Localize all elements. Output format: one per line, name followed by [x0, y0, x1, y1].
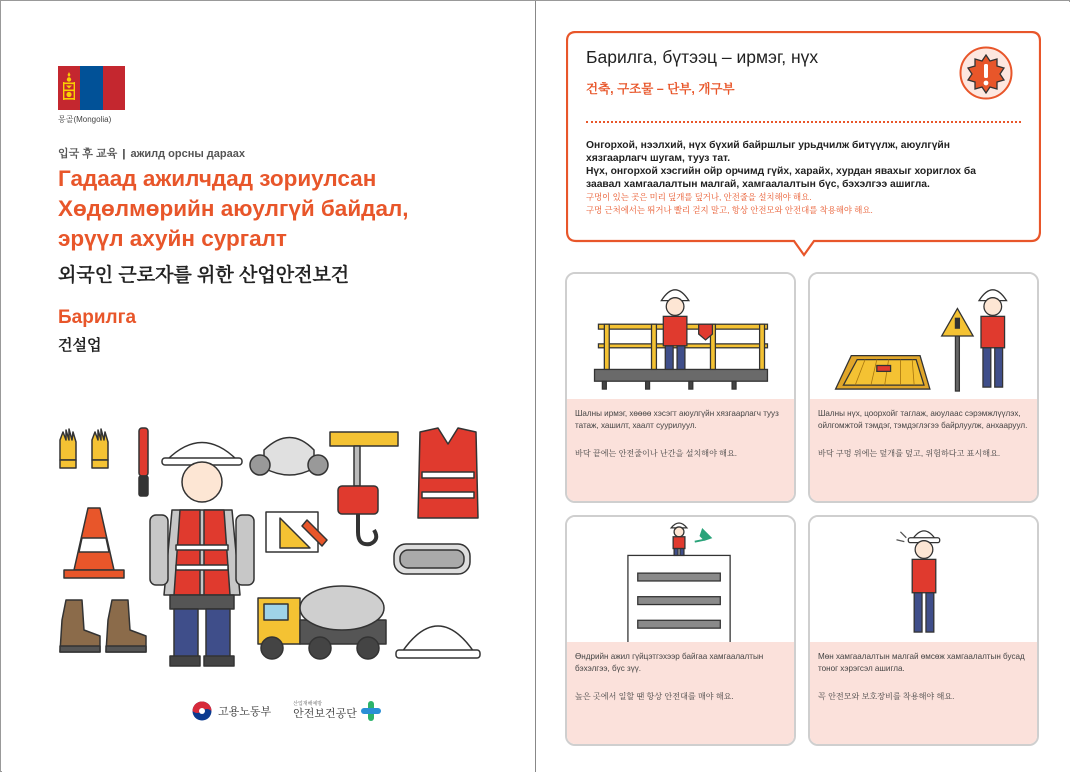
section-body: [586, 139, 1026, 217]
ministry-logo: [192, 701, 271, 721]
kosha-tagline: 산업재해예방: [293, 701, 323, 707]
instruction-card-2: [808, 272, 1039, 503]
card-text-ko: 꼭 안전모와 보호장비를 착용해야 해요.: [818, 692, 955, 701]
guardrail-illustration: [567, 274, 794, 399]
kosha-logo-icon: [361, 700, 381, 722]
kosha-name: 안전보건공단: [293, 708, 357, 720]
card-text-ko: 바닥 구멍 위에는 덮개를 덮고, 위험하다고 표시해요.: [818, 449, 1001, 458]
card-text-mn: Шалны нүх, цоорхойг таглаж, аюулаас сэрэмжлүүлэх, ойлгомжтой тэмдэг, тэмдэглэгээ байрлуулж, анхааруул.: [818, 409, 1028, 430]
sector-title-ko: 건설업: [58, 337, 102, 354]
cover-title-ko: 외국인 근로자를 위한 산업안전보건: [58, 265, 350, 286]
cover-title-line: Гадаад ажилчдад зориулсан: [58, 166, 377, 191]
card-text: [810, 642, 1037, 746]
body-mn-line: заавал хамгаалалтын малгай, хамгаалалтын бүс, бэхэлгээ ашигла.: [586, 179, 930, 190]
cover-title-line: эрүүл ахуйн сургалт: [58, 226, 287, 251]
instruction-card-3: [565, 515, 796, 746]
card-text-mn: Мөн хамгаалалтын малгай өмсөж хамгаалалтын бусад тоног хэрэгсэл ашигла.: [818, 652, 1025, 673]
cover-title-line: Хөдөлмөрийн аюулгүй байдал,: [58, 196, 409, 221]
card-text: [567, 642, 794, 746]
safety-equipment-illustration: [52, 420, 492, 670]
hole-cover-illustration: [810, 274, 1037, 399]
card-text-ko: 높은 곳에서 일할 땐 항상 안전대를 매야 해요.: [575, 692, 734, 701]
protective-gear-illustration: [810, 517, 1037, 642]
subtitle-separator: |: [122, 148, 126, 160]
flag-caption: 몽골(Mongolia): [58, 115, 112, 124]
cover-page: [2, 2, 535, 772]
card-text-mn: Өндрийн ажил гүйцэтгэхээр байгаа хамгаалалтын бэхэлгээ, бүс зүү.: [575, 652, 764, 673]
card-text: [567, 399, 794, 503]
instruction-card-4: [808, 515, 1039, 746]
content-page: [536, 2, 1070, 772]
card-text-ko: 바닥 끝에는 안전줄이나 난간을 설치해야 해요.: [575, 449, 738, 458]
instruction-card-1: [565, 272, 796, 503]
mongolia-flag-icon: [58, 66, 125, 110]
section-title-ko: 건축, 구조물 – 단부, 개구부: [586, 82, 735, 96]
body-mn-line: хязгаарлагч шугам, тууз тат.: [586, 153, 731, 164]
warning-exclamation-icon: [959, 46, 1013, 100]
soyombo-icon: [63, 72, 75, 104]
card-text-mn: Шалны ирмэг, хөөөө хэсэгт аюулгүйн хязгаарлагч тууз татаж, хашилт, хаалт суурилуул.: [575, 409, 779, 430]
section-title-mn: Барилга, бүтээц – ирмэг, нүх: [586, 47, 819, 67]
ministry-name: 고용노동부: [218, 706, 272, 718]
cover-subtitle: [58, 145, 245, 161]
subtitle-ko: 입국 후 교육: [58, 148, 118, 160]
body-ko-line: 구멍이 있는 곳은 미리 덮개를 덮거나, 안전줄을 설치해야 해요.: [586, 192, 812, 202]
intro-speech-bubble: [566, 31, 1041, 242]
body-mn-line: Онгорхой, нээлхий, нүх бүхий байршлыг урьдчилж битүүлж, аюулгүйн: [586, 140, 950, 151]
work-at-height-illustration: [567, 517, 794, 642]
body-ko-line: 구멍 근처에서는 뛰거나 빨리 걷지 말고, 항상 안전모와 안전대를 착용해야 해요.: [586, 205, 873, 215]
subtitle-mn: ажилд орсны дараах: [130, 148, 245, 160]
body-mn-line: Нүх, онгорхой хэсгийн ойр орчимд гүйх, харайх, хурдан явахыг хориглох ба: [586, 166, 976, 177]
sector-title-mn: Барилга: [58, 307, 137, 328]
kosha-logo: [293, 700, 381, 722]
title-divider: [586, 121, 1021, 123]
publisher-logos: [192, 700, 381, 722]
cover-title: [58, 164, 518, 254]
card-text: [810, 399, 1037, 503]
ministry-logo-icon: [192, 701, 212, 721]
